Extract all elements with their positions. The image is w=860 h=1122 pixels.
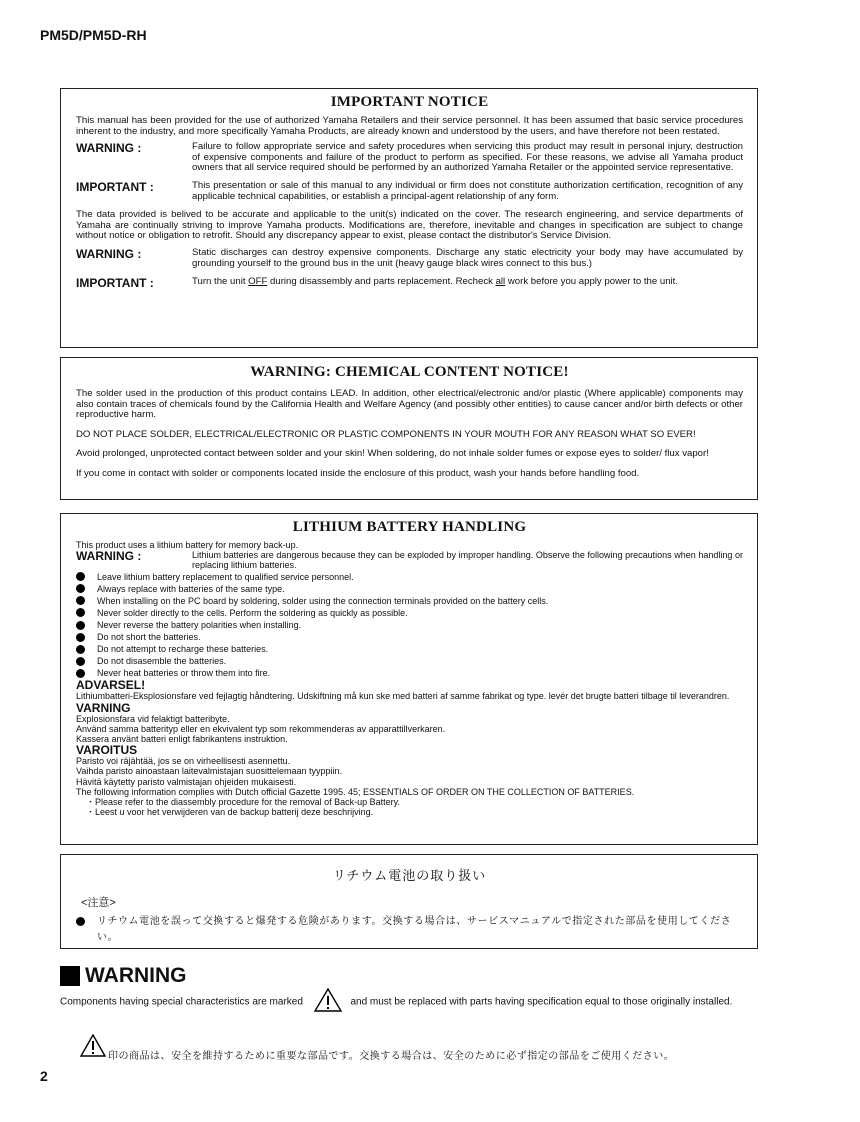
varoitus-lines bbox=[76, 756, 743, 817]
warning-row-2 bbox=[76, 248, 743, 269]
bullet-text: Never solder directly to the cells. Perform the soldering as quickly as possible. bbox=[97, 607, 408, 618]
bullet-icon bbox=[76, 584, 85, 593]
lithium-bullet-item bbox=[76, 643, 743, 655]
bullet-text: Never reverse the battery polarities when installing. bbox=[97, 619, 302, 630]
lithium-bullet-item bbox=[76, 655, 743, 667]
notice-data-paragraph: The data provided is belived to be accurate and applicable to the unit(s) indicated on the cover. The research engineering, and service departments of Yamaha are continually striving to improve Yamaha products. Modifications are, therefore, inevitable and changes in specification are subject to change without notice or obligation to retrofit. Should any discrepancy appear to exist, please contact the distributor's Service Division. bbox=[76, 209, 743, 242]
bullet-icon bbox=[76, 596, 85, 605]
important-text-part: Turn the unit bbox=[192, 276, 249, 288]
japanese-title: リチウム電池の取り扱い bbox=[332, 868, 487, 883]
bullet-text: Always replace with batteries of the same type. bbox=[97, 583, 285, 594]
notice-title: IMPORTANT NOTICE bbox=[330, 94, 489, 110]
bullet-text: Leave lithium battery replacement to qualified service personnel. bbox=[97, 571, 354, 582]
warning-row-1 bbox=[76, 142, 743, 174]
lithium-bullet-item bbox=[76, 583, 743, 595]
chemical-title: WARNING: CHEMICAL CONTENT NOTICE! bbox=[250, 364, 569, 380]
bullet-icon bbox=[76, 657, 85, 666]
black-square-icon bbox=[60, 966, 80, 986]
text-line: ・Leest u voor het verwijderen van de backup batterij deze beschrijving. bbox=[86, 807, 374, 818]
warning-text-part: Components having special characteristics are marked bbox=[60, 996, 303, 1008]
notice-intro: This manual has been provided for the use of authorized Yamaha Retailers and their service personnel. It has been assumed that basic service procedures inherent to the industry, and more specifically Yamaha Products, are already known and understood by the users, and have therefore not been restated. bbox=[76, 115, 743, 137]
lithium-bullet-item bbox=[76, 571, 743, 583]
important-row-2 bbox=[76, 277, 743, 290]
lithium-bullet-item bbox=[76, 619, 743, 631]
warning-label: WARNING : bbox=[76, 549, 142, 564]
caution-triangle-icon bbox=[314, 988, 342, 1016]
off-underlined: OFF bbox=[248, 276, 268, 288]
chemical-paragraph: The solder used in the production of this product contains LEAD. In addition, other electrical/electronic and/or plastic (Where applicable) components may also contain traces of chemicals found by the California Health and Welfare Agency (and possibly other entities) to cause cancer and/or birth defects or other reproductive harm. bbox=[76, 388, 743, 421]
bullet-icon bbox=[76, 608, 85, 617]
bullet-icon bbox=[76, 669, 85, 678]
chemical-paragraph: If you come in contact with solder or components located inside the enclosure of this product, wash your hands before handling food. bbox=[76, 467, 640, 479]
warning-text: Static discharges can destroy expensive components. Discharge any static electricity your body may have accumulated by grounding yourself to the ground bus in the unit (heavy gauge black wires connect to this bus.) bbox=[192, 246, 743, 269]
text-line: ・Please refer to the diassembly procedure for the removal of Back-up Battery. bbox=[86, 797, 400, 808]
bullet-icon bbox=[76, 633, 85, 642]
varning-title: VARNING bbox=[76, 700, 131, 715]
important-notice-box bbox=[60, 88, 758, 348]
japanese-bullet bbox=[76, 914, 743, 946]
japanese-lithium-box bbox=[60, 854, 758, 949]
lithium-bullet-item bbox=[76, 607, 743, 619]
bullet-text: Do not disasemble the batteries. bbox=[97, 656, 227, 667]
lithium-warning-text: Lithium batteries are dangerous because they can be exploded by improper handling. Observe the following precautions when handling or replacing lithium batteries. bbox=[192, 550, 743, 571]
bullet-text: Never heat batteries or throw them into fire. bbox=[97, 668, 271, 679]
bullet-icon bbox=[76, 645, 85, 654]
text-line: Hävitä käytetty paristo valmistajan ohjeiden mukaisesti. bbox=[76, 776, 297, 787]
important-text bbox=[192, 277, 743, 288]
japanese-text: リチウム電池を誤って交換すると爆発する危険があります。交換する場合は、サービスマニュアルで指定された部品を使用してください。 bbox=[97, 916, 732, 943]
lithium-title: LITHIUM BATTERY HANDLING bbox=[292, 519, 527, 535]
important-label: IMPORTANT : bbox=[76, 276, 154, 291]
warning-japanese-text: 印の商品は、安全を維持するために重要な部品です。交換する場合は、安全のために必ず指定の部品をご使用ください。 bbox=[108, 1051, 675, 1062]
lithium-intro: This product uses a lithium battery for memory back-up. bbox=[76, 540, 299, 550]
text-line: Explosionsfara vid felaktigt batteribyte. bbox=[76, 713, 230, 724]
important-label: IMPORTANT : bbox=[76, 179, 154, 194]
warning-label: WARNING : bbox=[76, 246, 142, 261]
lithium-warning-row bbox=[76, 550, 743, 570]
caution-triangle-icon bbox=[80, 1034, 106, 1062]
warning-components-text bbox=[60, 988, 760, 1016]
text-line: Paristo voi räjähtää, jos se on virheellisesti asennettu. bbox=[76, 756, 291, 767]
japanese-caution-label: <注意> bbox=[81, 897, 116, 909]
lithium-bullet-item bbox=[76, 595, 743, 607]
chemical-paragraph: Avoid prolonged, unprotected contact between solder and your skin! When soldering, do not inhale solder fumes or expose eyes to solder/ flux vapor! bbox=[76, 448, 709, 460]
lithium-bullet-item bbox=[76, 667, 743, 679]
warning-title: WARNING bbox=[85, 964, 187, 987]
bullet-icon bbox=[76, 621, 85, 630]
advarsel-title: ADVARSEL! bbox=[76, 678, 146, 693]
warning-text: Failure to follow appropriate service and safety procedures when servicing this product may result in personal injury, destruction of expensive components and failure of the product to perform as specified. For these reasons, we advise all Yamaha product owners that all service required should be performed by an authorized Yamaha Retailer or the appointed service representative. bbox=[192, 141, 743, 174]
text-line: Använd samma batterityp eller en ekvivalent typ som rekommenderas av apparattillverkaren. bbox=[76, 723, 446, 734]
text-line: Kassera använt batteri enligt fabrikantens instruktion. bbox=[76, 734, 288, 745]
important-text: This presentation or sale of this manual to any individual or firm does not constitute authorization certification, recognition of any applicable technical capabilities, or establish a principal-agent relationship of any form. bbox=[192, 179, 743, 202]
bullet-icon bbox=[76, 917, 85, 926]
bullet-text: When installing on the PC board by soldering, solder using the connection terminals provided on the battery cells. bbox=[97, 595, 549, 606]
important-row-1 bbox=[76, 181, 743, 202]
text-line: The following information complies with Dutch official Gazette 1995. 45; ESSENTIALS OF ORDER ON THE COLLECTION OF BATTERIES. bbox=[76, 786, 635, 797]
varoitus-title: VAROITUS bbox=[76, 743, 138, 758]
model-name: PM5D/PM5D-RH bbox=[40, 27, 147, 43]
warning-label: WARNING : bbox=[76, 141, 142, 156]
warning-text-part: and must be replaced with parts having specification equal to those originally installed. bbox=[350, 996, 733, 1008]
lithium-bullet-list bbox=[76, 571, 743, 680]
varning-lines bbox=[76, 714, 743, 745]
lithium-battery-box bbox=[60, 513, 758, 845]
warning-japanese-line bbox=[80, 1034, 674, 1062]
warning-heading bbox=[60, 964, 187, 988]
advarsel-text: Lithiumbatteri-Eksplosionsfare ved fejlagtig håndtering. Udskiftning må kun ske med batteri af samme fabrikat og type. levér det brugte batteri tilbage til leverandren. bbox=[76, 691, 730, 702]
bullet-text: Do not short the batteries. bbox=[97, 632, 201, 643]
important-text-part: work before you apply power to the unit. bbox=[505, 276, 678, 288]
bullet-icon bbox=[76, 572, 85, 581]
page-number: 2 bbox=[40, 1068, 48, 1084]
text-line: Vaihda paristo ainoastaan laitevalmistajan suosittelemaan tyyppiin. bbox=[76, 766, 342, 777]
chemical-notice-box bbox=[60, 357, 758, 500]
lithium-bullet-item bbox=[76, 631, 743, 643]
all-underlined: all bbox=[495, 276, 506, 288]
important-text-part: during disassembly and parts replacement. Recheck bbox=[267, 276, 496, 288]
chemical-paragraph: DO NOT PLACE SOLDER, ELECTRICAL/ELECTRONIC OR PLASTIC COMPONENTS IN YOUR MOUTH FOR ANY REASON WHAT SO EVER! bbox=[76, 428, 696, 440]
bullet-text: Do not attempt to recharge these batteries. bbox=[97, 644, 269, 655]
